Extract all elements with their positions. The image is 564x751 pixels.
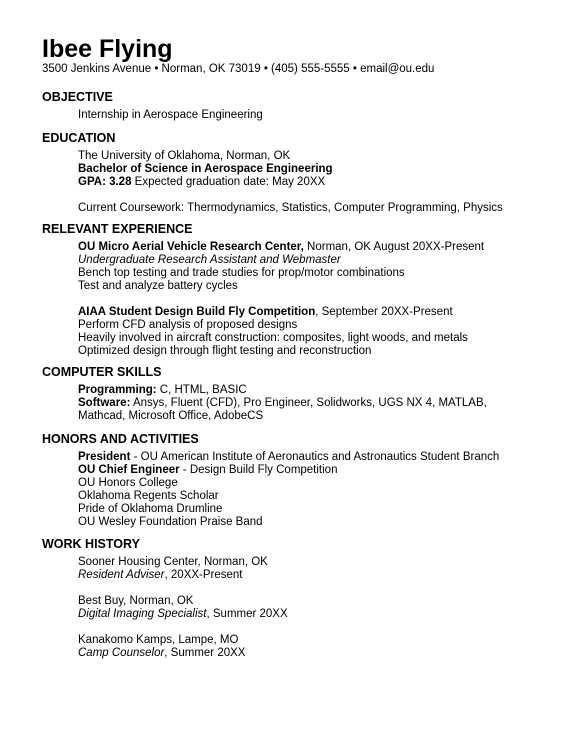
job-role-title: Resident Adviser bbox=[78, 569, 165, 581]
work-heading: WORK HISTORY bbox=[42, 537, 140, 551]
honors-item: OU Wesley Foundation Praise Band bbox=[78, 516, 263, 528]
experience-job1-org bbox=[78, 241, 484, 254]
job-role-dates: , Summer 20XX bbox=[206, 608, 288, 620]
honors-heading: HONORS AND ACTIVITIES bbox=[42, 432, 199, 446]
candidate-name: Ibee Flying bbox=[42, 35, 173, 63]
work-job-role bbox=[78, 608, 288, 621]
education-gpa bbox=[78, 176, 325, 189]
software-label: Software: bbox=[78, 397, 131, 409]
work-job-role bbox=[78, 647, 245, 660]
education-heading: EDUCATION bbox=[42, 131, 116, 145]
graduation-date: Expected graduation date: May 20XX bbox=[131, 176, 326, 188]
honors-item: OU Honors College bbox=[78, 477, 178, 489]
experience-job1-bullet: Test and analyze battery cycles bbox=[78, 280, 238, 292]
objective-text: Internship in Aerospace Engineering bbox=[78, 109, 263, 121]
skills-heading: COMPUTER SKILLS bbox=[42, 365, 162, 379]
experience-heading: RELEVANT EXPERIENCE bbox=[42, 222, 193, 236]
chief-text: - Design Build Fly Competition bbox=[179, 464, 338, 476]
honors-president bbox=[78, 451, 499, 464]
education-coursework: Current Coursework: Thermodynamics, Statistics, Computer Programming, Physics bbox=[78, 202, 503, 214]
work-job-place: Best Buy, Norman, OK bbox=[78, 595, 194, 607]
chief-label: OU Chief Engineer bbox=[78, 464, 180, 476]
experience-job1-title: Undergraduate Research Assistant and Webmaster bbox=[78, 254, 341, 266]
work-job-place: Kanakomo Kamps, Lampe, MO bbox=[78, 634, 239, 646]
experience-job2-bullet: Optimized design through flight testing and reconstruction bbox=[78, 345, 372, 357]
work-job-role bbox=[78, 569, 243, 582]
programming-list: C, HTML, BASIC bbox=[156, 384, 247, 396]
skills-software bbox=[78, 397, 487, 410]
experience-job2-org bbox=[78, 306, 453, 319]
education-school: The University of Oklahoma, Norman, OK bbox=[78, 150, 291, 162]
job2-org-name: AIAA Student Design Build Fly Competition bbox=[78, 306, 316, 318]
honors-item: Oklahoma Regents Scholar bbox=[78, 490, 219, 502]
honors-item: Pride of Oklahoma Drumline bbox=[78, 503, 223, 515]
programming-label: Programming: bbox=[78, 384, 157, 396]
job1-org-name: OU Micro Aerial Vehicle Research Center, bbox=[78, 241, 304, 253]
experience-job2-bullet: Heavily involved in aircraft construction: composites, light woods, and metals bbox=[78, 332, 468, 344]
job1-org-details: Norman, OK August 20XX-Present bbox=[303, 241, 485, 253]
education-degree: Bachelor of Science in Aerospace Engineering bbox=[78, 163, 333, 175]
skills-programming bbox=[78, 384, 247, 397]
job2-org-details: , September 20XX-Present bbox=[315, 306, 453, 318]
job-role-title: Digital Imaging Specialist bbox=[78, 608, 207, 620]
experience-job2-bullet: Perform CFD analysis of proposed designs bbox=[78, 319, 298, 331]
work-job-place: Sooner Housing Center, Norman, OK bbox=[78, 556, 268, 568]
software-list: Ansys, Fluent (CFD), Pro Engineer, Solidworks, UGS NX 4, MATLAB, bbox=[130, 397, 487, 409]
job-role-dates: , Summer 20XX bbox=[164, 647, 246, 659]
skills-software-cont: Mathcad, Microsoft Office, AdobeCS bbox=[78, 410, 264, 422]
gpa-label: GPA: 3.28 bbox=[78, 176, 132, 188]
job-role-title: Camp Counselor bbox=[78, 647, 165, 659]
objective-heading: OBJECTIVE bbox=[42, 90, 113, 104]
contact-line: 3500 Jenkins Avenue • Norman, OK 73019 • (405) 555-5555 • email@ou.edu bbox=[42, 63, 435, 75]
president-text: - OU American Institute of Aeronautics and Astronautics Student Branch bbox=[130, 451, 500, 463]
experience-job1-bullet: Bench top testing and trade studies for prop/motor combinations bbox=[78, 267, 405, 279]
president-label: President bbox=[78, 451, 131, 463]
honors-chief-engineer bbox=[78, 464, 337, 477]
job-role-dates: , 20XX-Present bbox=[164, 569, 243, 581]
